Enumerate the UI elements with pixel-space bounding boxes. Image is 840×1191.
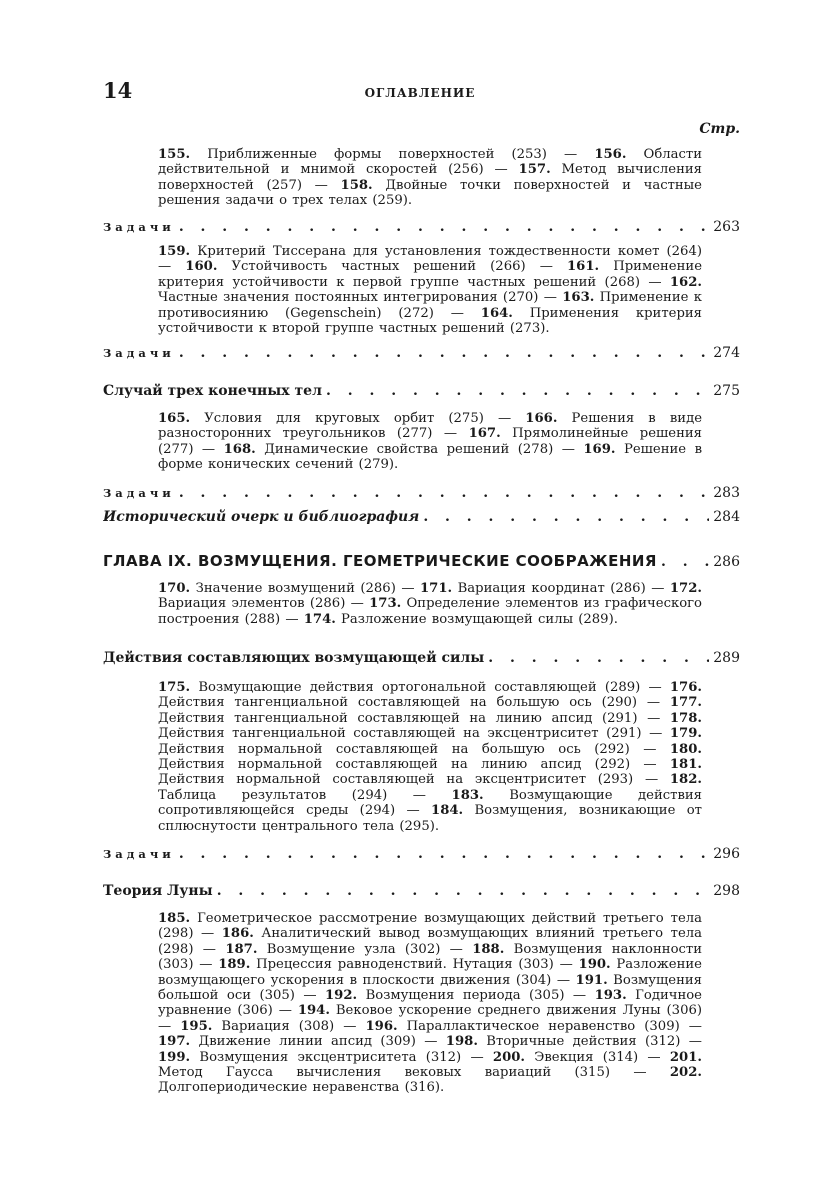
section-number: 171. — [420, 581, 453, 596]
section-number: 157. — [518, 162, 551, 178]
section-text: Геометрическое рассмотрение возмущающих действий третьего тела (298) — — [158, 911, 702, 942]
section-text: Возмущение узла (302) — — [257, 941, 473, 957]
section-text: Условия для круговых орбит (275) — — [190, 411, 526, 426]
section-text: Частные значения постоянных интегрирования (270) — — [158, 290, 563, 306]
section-number: 176. — [669, 680, 702, 695]
leader-dots — [213, 883, 710, 899]
toc-entry-force-components[interactable] — [103, 650, 740, 670]
section-number: 195. — [180, 1018, 213, 1034]
section-text: Применение к противосиянию (Gegenschein) (272) — — [158, 290, 702, 321]
section-text: Решения в виде разносторонних треугольников (277) — — [158, 411, 702, 442]
section-text: Действия тангенциальной составляющей на эксцентриситет (291) — — [158, 726, 670, 742]
section-number: 165. — [158, 411, 191, 426]
section-number: 202. — [669, 1065, 702, 1081]
toc-entry-label: Теория Луны — [103, 883, 213, 899]
toc-entry-page: 289 — [713, 650, 740, 666]
toc-chapter-9[interactable] — [103, 552, 740, 574]
toc-entry-label: Задачи — [103, 486, 175, 500]
section-number: 191. — [575, 972, 608, 988]
section-number: 163. — [562, 290, 595, 306]
section-number: 189. — [218, 957, 251, 973]
section-number: 170. — [158, 581, 191, 596]
section-number: 200. — [492, 1049, 526, 1065]
section-number: 193. — [594, 988, 627, 1004]
section-number: 184. — [431, 803, 464, 819]
section-number: 174. — [303, 611, 336, 627]
section-text: Вековое ускорение среднего движения Луны (306) — — [158, 1003, 702, 1034]
toc-entry-label: Исторический очерк и библиография — [103, 509, 420, 525]
section-number: 159. — [158, 244, 191, 259]
section-number: 175. — [158, 680, 191, 695]
toc-paragraph-165 — [158, 411, 702, 473]
section-text: Вторичные действия (312) — — [477, 1034, 702, 1050]
section-number: 156. — [594, 147, 627, 162]
section-text: Годичное уравнение (306) — — [158, 988, 702, 1019]
toc-entry-label: Действия составляющих возмущающей силы — [103, 650, 485, 666]
section-text: Критерий Тиссерана для установления тождественности комет (264) — — [158, 244, 702, 275]
toc-entry-three-bodies[interactable] — [103, 383, 740, 403]
section-number: 169. — [583, 441, 616, 457]
section-text: Метод вычисления поверхностей (257) — — [158, 162, 702, 193]
section-number: 192. — [325, 988, 358, 1004]
toc-entry-moon-theory[interactable] — [103, 883, 740, 903]
section-number: 187. — [225, 941, 258, 957]
section-number: 168. — [223, 441, 256, 457]
toc-entry-page: 283 — [713, 485, 740, 501]
section-text: Движение линии апсид (309) — — [190, 1034, 446, 1050]
section-number: 185. — [158, 911, 191, 926]
toc-entry-problems-2[interactable] — [103, 345, 740, 365]
section-text: Метод Гаусса вычисления вековых вариаций (315) — — [158, 1065, 670, 1081]
toc-entry-page: 275 — [713, 383, 740, 399]
leader-dots — [484, 650, 709, 666]
section-text: Действия тангенциальной составляющей на линию апсид (291) — — [158, 710, 670, 726]
section-number: 188. — [472, 941, 505, 957]
section-text: Возмущения периода (305) — — [357, 988, 595, 1004]
section-number: 181. — [669, 757, 702, 773]
section-text: Таблица результатов (294) — — [158, 787, 452, 803]
section-text: Прямолинейные решения (277) — — [158, 426, 702, 457]
toc-entry-page: 296 — [713, 846, 740, 862]
section-text: Вариация координат (286) — — [452, 581, 670, 596]
leader-dots — [322, 383, 709, 399]
section-number: 166. — [525, 411, 558, 426]
section-number: 167. — [468, 426, 501, 442]
section-number: 161. — [567, 259, 600, 275]
section-text: Действия нормальной составляющей на эксцентриситет (293) — — [158, 772, 670, 788]
section-number: 186. — [221, 926, 254, 942]
section-text: Разложение возмущающего ускорения в плоскости движения (304) — — [158, 957, 702, 988]
section-number: 155. — [158, 147, 191, 162]
section-number: 172. — [669, 581, 702, 596]
section-number: 196. — [365, 1018, 398, 1034]
section-number: 180. — [669, 741, 702, 757]
section-text: Динамические свойства решений (278) — — [255, 441, 584, 457]
toc-entry-history[interactable] — [103, 509, 740, 529]
section-text: Возмущения наклонности (303) — — [158, 941, 702, 973]
section-number: 182. — [669, 772, 702, 788]
section-number: 178. — [669, 710, 702, 726]
section-number: 173. — [369, 596, 402, 612]
section-number: 198. — [445, 1034, 478, 1050]
section-text: Прецессия равноденствий. Нутация (303) — — [250, 957, 579, 973]
section-text: Двойные точки поверхностей и частные решения задачи о трех телах (259). — [158, 177, 702, 209]
toc-entry-problems-4[interactable] — [103, 846, 740, 866]
section-number: 162. — [669, 274, 702, 290]
leader-dots — [175, 219, 709, 235]
section-number: 158. — [340, 177, 373, 193]
toc-paragraph-159 — [158, 244, 702, 336]
leader-dots — [175, 846, 709, 862]
section-text: Возмущения эксцентриситета (312) — — [190, 1049, 493, 1065]
leader-dots — [175, 485, 709, 501]
section-text: Определение элементов из графического построения (288) — — [158, 596, 702, 627]
section-number: 201. — [669, 1049, 702, 1065]
toc-entry-page: 286 — [713, 554, 740, 570]
page-column-label: Стр. — [699, 121, 740, 137]
toc-paragraph-155 — [158, 147, 702, 209]
section-number: 160. — [185, 259, 218, 275]
section-text: Действия нормальной составляющей на линию апсид (292) — — [158, 757, 670, 773]
section-number: 194. — [297, 1003, 330, 1019]
section-number: 197. — [158, 1034, 191, 1050]
section-number: 183. — [451, 787, 484, 803]
section-text: Возмущающие действия сопротивляющейся среды (294) — — [158, 787, 702, 819]
section-text: Возмущения большой оси (305) — — [158, 972, 702, 1004]
section-text: Эвекция (314) — — [525, 1049, 670, 1065]
leader-dots — [657, 554, 709, 570]
section-text: Решение в форме конических сечений (279). — [158, 441, 702, 473]
toc-entry-page: 298 — [713, 883, 740, 899]
toc-paragraph-185 — [158, 911, 702, 1096]
toc-entry-label: Задачи — [103, 847, 175, 861]
section-text: Долгопериодические неравенства (316). — [158, 1080, 445, 1096]
section-text: Применения критерия устойчивости к второй группе частных решений (273). — [158, 305, 703, 337]
toc-entry-page: 263 — [713, 219, 740, 235]
page-title: ОГЛАВЛЕНИЕ — [364, 86, 476, 100]
section-text: Возмущения, возникающие от сплюснутости центрального тела (295). — [158, 803, 702, 834]
toc-paragraph-175 — [158, 680, 702, 834]
toc-entry-label: Задачи — [103, 220, 175, 234]
section-text: Применение критерия устойчивости к первой группе частных решений (268) — — [158, 259, 702, 290]
toc-entry-label: Задачи — [103, 346, 175, 360]
section-text: Аналитический вывод возмущающих влияний третьего тела (298) — — [158, 926, 702, 957]
section-text: Приближенные формы поверхностей (253) — — [190, 147, 595, 162]
leader-dots — [175, 345, 709, 361]
toc-paragraph-170 — [158, 581, 702, 627]
section-text: Устойчивость частных решений (266) — — [217, 259, 567, 275]
section-text: Значение возмущений (286) — — [190, 581, 420, 596]
chapter-title: ГЛАВА IX. ВОЗМУЩЕНИЯ. ГЕОМЕТРИЧЕСКИЕ СООБРАЖЕНИЯ — [103, 552, 657, 570]
section-number: 164. — [480, 305, 513, 321]
section-text: Области действительной и мнимой скоростей (256) — — [158, 147, 702, 178]
toc-entry-page: 284 — [713, 509, 740, 525]
section-text: Вариация (308) — — [212, 1018, 366, 1034]
section-text: Возмущающие действия ортогональной составляющей (289) — — [190, 680, 670, 695]
section-number: 199. — [158, 1049, 191, 1065]
section-text: Параллактическое неравенство (309) — — [397, 1018, 702, 1034]
toc-entry-problems-3[interactable] — [103, 485, 740, 505]
toc-entry-page: 274 — [713, 345, 740, 361]
section-number: 190. — [578, 957, 611, 973]
page-number: 14 — [103, 78, 133, 103]
toc-entry-problems-1[interactable] — [103, 219, 740, 239]
section-number: 179. — [669, 726, 702, 742]
section-number: 177. — [669, 695, 702, 711]
section-text: Действия нормальной составляющей на большую ось (292) — — [158, 741, 670, 757]
section-text: Разложение возмущающей силы (289). — [335, 611, 618, 627]
section-text: Действия тангенциальной составляющей на большую ось (290) — — [158, 695, 670, 711]
toc-entry-label: Случай трех конечных тел — [103, 383, 322, 399]
leader-dots — [419, 509, 709, 525]
section-text: Вариация элементов (286) — — [158, 596, 370, 612]
